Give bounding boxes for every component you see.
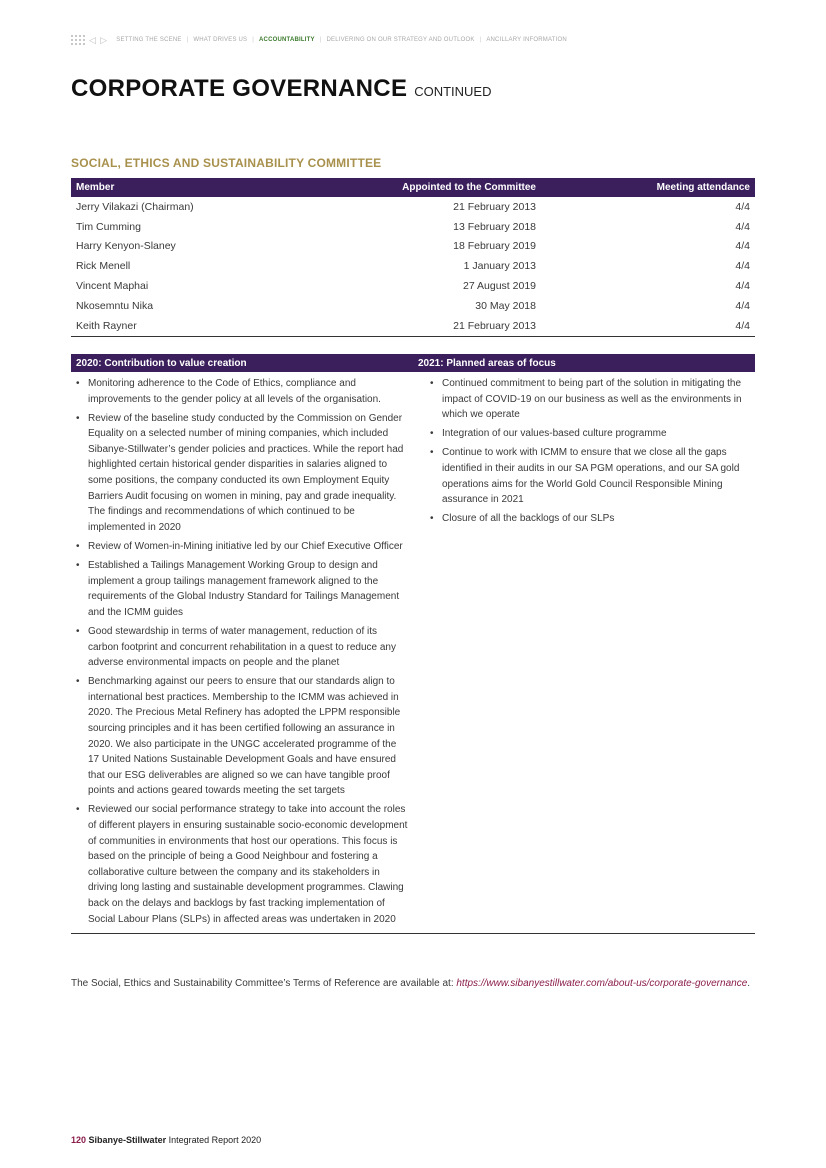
table-row (71, 237, 755, 257)
focus-areas-body (71, 372, 755, 934)
meeting-attendance: 4/4 (541, 316, 755, 336)
meeting-attendance: 4/4 (735, 240, 750, 253)
appointed-date: 21 February 2013 (453, 200, 536, 213)
meeting-attendance: 4/4 (735, 260, 750, 273)
member-name: Keith Rayner (71, 316, 381, 336)
nav-separator: | (319, 37, 322, 43)
appointed-date: 21 February 2013 (381, 316, 541, 336)
member-name: Harry Kenyon-Slaney (76, 240, 176, 253)
list-item: • Continued commitment to being part of the solution in mitigating the impact of COVID-19 on our business as well as the environments in which we operate (425, 376, 753, 423)
meeting-attendance: 4/4 (735, 200, 750, 213)
table-row (71, 296, 755, 316)
company-name: Sibanye-Stillwater (88, 1135, 167, 1145)
nav-item-delivering-on-strategy[interactable]: DELIVERING ON OUR STRATEGY AND OUTLOOK (326, 37, 475, 43)
member-name: Jerry Vilakazi (Chairman) (76, 200, 194, 213)
list-item: • Reviewed our social performance strategy to take into account the roles of different players in ensuring sustainable socio-economic development of communities in environments that host our operations. This focus is based on the principle of being a Good Neighbour and fostering a collaborative culture between the company and its stakeholders in driving long lasting and sustainable development programmes. Clawing back on the delays and backlogs by fast tracking implementation of Social Labour Plans (SLPs) in affected areas was undertaken in 2020 (71, 802, 410, 927)
table-header-row (71, 178, 755, 197)
meeting-attendance: 4/4 (735, 220, 750, 233)
appointed-date: 27 August 2019 (463, 280, 536, 293)
previous-page-icon[interactable]: ◁ (89, 34, 97, 45)
list-item: • Benchmarking against our peers to ensure that our standards align to international best practices. Membership to the ICMM was achieved in 2020. The Precious Metal Refinery has adopted the LPPM responsible sourcing principles and it has been certified following an assurance in 2020. We also participate in the UNGC accelerated programme of the 17 United Nations Sustainable Development Goals and have ensured that our ESG deliverables are aligned so we can have tangible proof points and actions geared towards meeting the set targets (71, 674, 410, 799)
planned-list (425, 372, 753, 933)
focus-areas-section (71, 354, 755, 934)
member-name: Vincent Maphai (76, 280, 149, 293)
next-page-icon[interactable]: ▷ (100, 34, 108, 45)
nav-separator: | (252, 37, 255, 43)
meeting-attendance: 4/4 (735, 280, 750, 293)
member-name: Nkosemntu Nika (76, 299, 154, 312)
appointed-date: 18 February 2019 (453, 240, 536, 253)
page-number: 120 (71, 1135, 87, 1145)
page-title-text: CORPORATE GOVERNANCE (71, 75, 408, 102)
appointed-date: 1 January 2013 (463, 260, 536, 273)
nav-separator: | (479, 37, 482, 43)
top-navigation (71, 33, 567, 47)
column-header-appointed: Appointed to the Committee (381, 178, 541, 197)
table-row (71, 217, 755, 237)
list-item: • Continue to work with ICMM to ensure that we close all the gaps identified in their audits in our SA PGM operations, and our SA gold operations aims for the World Gold Council Responsible Mining assurance in 2021 (425, 445, 753, 507)
nav-item-accountability[interactable]: ACCOUNTABILITY (259, 37, 315, 43)
nav-separator: | (186, 37, 189, 43)
table-row (71, 197, 755, 217)
contribution-heading: 2020: Contribution to value creation (76, 357, 247, 369)
footnote-end: . (747, 978, 751, 989)
page-title (71, 75, 492, 103)
terms-of-reference-note (71, 976, 755, 992)
contribution-list (71, 372, 410, 933)
table-row (71, 276, 755, 296)
nav-item-what-drives-us[interactable]: WHAT DRIVES US (193, 37, 248, 43)
meeting-attendance: 4/4 (735, 299, 750, 312)
column-header-attendance: Meeting attendance (541, 178, 755, 197)
table-row (71, 316, 755, 336)
list-item: • Established a Tailings Management Working Group to design and implement a group tailings management framework aligned to the requirements of the Global Industry Standard for Tailings Management and the ICMM guides (71, 558, 410, 620)
list-item: • Integration of our values-based culture programme (425, 426, 753, 442)
member-name: Tim Cumming (76, 220, 141, 233)
page-title-suffix: CONTINUED (414, 84, 492, 99)
list-item: • Review of Women-in-Mining initiative led by our Chief Executive Officer (71, 539, 410, 555)
planned-heading: 2021: Planned areas of focus (418, 357, 556, 369)
appointed-date: 13 February 2018 (453, 220, 536, 233)
appointed-date: 30 May 2018 (475, 299, 536, 312)
table-row (71, 256, 755, 276)
nav-item-ancillary-information[interactable]: ANCILLARY INFORMATION (486, 37, 567, 43)
nav-item-setting-the-scene[interactable]: SETTING THE SCENE (116, 37, 182, 43)
page-footer (71, 1135, 261, 1145)
column-header-member: Member (71, 178, 381, 197)
list-item: • Good stewardship in terms of water management, reduction of its carbon footprint and concurrent rehabilitation in a quest to reduce any adverse environmental impacts on people and the planet (71, 624, 410, 671)
list-item: • Monitoring adherence to the Code of Ethics, compliance and improvements to the gender policy at all levels of the organisation. (71, 376, 410, 407)
terms-of-reference-link[interactable]: https://www.sibanyestillwater.com/about-us/corporate-governance (456, 978, 748, 989)
member-name: Rick Menell (76, 260, 131, 273)
committee-section-title: SOCIAL, ETHICS AND SUSTAINABILITY COMMITTEE (71, 156, 382, 170)
grid-menu-icon[interactable] (71, 35, 85, 45)
list-item: • Closure of all the backlogs of our SLPs (425, 511, 753, 527)
list-item: • Review of the baseline study conducted by the Commission on Gender Equality on a selected number of mining companies, which included Sibanye-Stillwater’s gender policies and practices. While the report had highlighted certain historical gender disparities in salaries aligned to some positions, the company conducted its own Employment Equity Barriers Audit focusing on women in mining, pay and grade inequality. The findings and recommendations of which continued to be implemented in 2020 (71, 411, 410, 536)
committee-members-table (71, 178, 755, 337)
focus-areas-header (71, 354, 755, 372)
footnote-text: The Social, Ethics and Sustainability Committee’s Terms of Reference are available at: (71, 978, 457, 989)
report-name: Integrated Report 2020 (168, 1135, 262, 1145)
